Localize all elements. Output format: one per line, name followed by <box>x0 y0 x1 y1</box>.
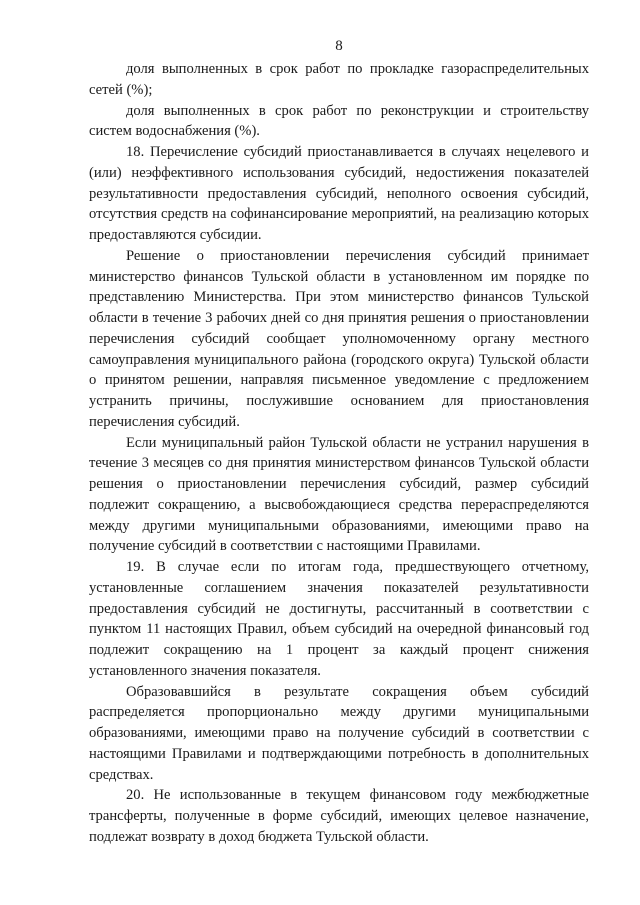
paragraph-water-supply-share: доля выполненных в срок работ по реконструкции и строительству систем водоснабжения (%). <box>89 102 589 140</box>
paragraph-redistribution: Образовавшийся в результате сокращения объем субсидий распределяется пропорционально между другими муниципальными образованиями, имеющими право на получение субсидий в соответствии с настоящими Правилами и подтверждающими потребность в дополнительных средствах. <box>89 683 589 783</box>
paragraph-item-19: 19. В случае если по итогам года, предшествующего отчетному, установленные соглашением значения показателей результативности предоставления субсидий не достигнуты, рассчитанный в соответствии с пунктом 11 настоящих Правил, объем субсидий на очередной финансовый год подлежит сокращению на 1 процент за каждый процент снижения установленного значения показателя. <box>89 559 589 679</box>
page-number: 8 <box>335 38 343 54</box>
paragraph-suspension-decision: Решение о приостановлении перечисления субсидий принимает министерство финансов Тульской области в установленном им порядке по представлению Министерства. При этом министерство финансов Тульской области в течение 3 рабочих дней со дня принятия решения о приостановлении перечисления субсидий сообщает уполномоченному органу местного самоуправления муниципального района (городского округа) Тульской области о принятом решении, направляя письменное уведомление с предложением устранить причины, послужившие основанием для приостановления перечисления субсидий. <box>89 247 589 430</box>
paragraph-violation-not-remedied: Если муниципальный район Тульской области не устранил нарушения в течение 3 месяцев со дня принятия министерством финансов Тульской области решения о приостановлении перечисления субсидий, размер субсидий подлежит сокращению, а высвобождающиеся средства перераспределяются между другими муниципальными образованиями, имеющими право на получение субсидий в соответствии с настоящими Правилами. <box>89 434 589 555</box>
paragraph-item-20: 20. Не использованные в текущем финансовом году межбюджетные трансферты, полученные в форме субсидий, имеющих целевое назначение, подлежат возврату в доход бюджета Тульской области. <box>89 787 589 845</box>
paragraph-gas-network-share: доля выполненных в срок работ по прокладке газораспределительных сетей (%); <box>89 61 589 98</box>
paragraph-item-18: 18. Перечисление субсидий приостанавливается в случаях нецелевого и (или) неэффективного использования субсидий, недостижения показателей результативности предоставления субсидий, неполного освоения субсидий, отсутствия средств на софинансирование мероприятий, на реализацию которых предоставляются субсидии. <box>89 144 589 243</box>
